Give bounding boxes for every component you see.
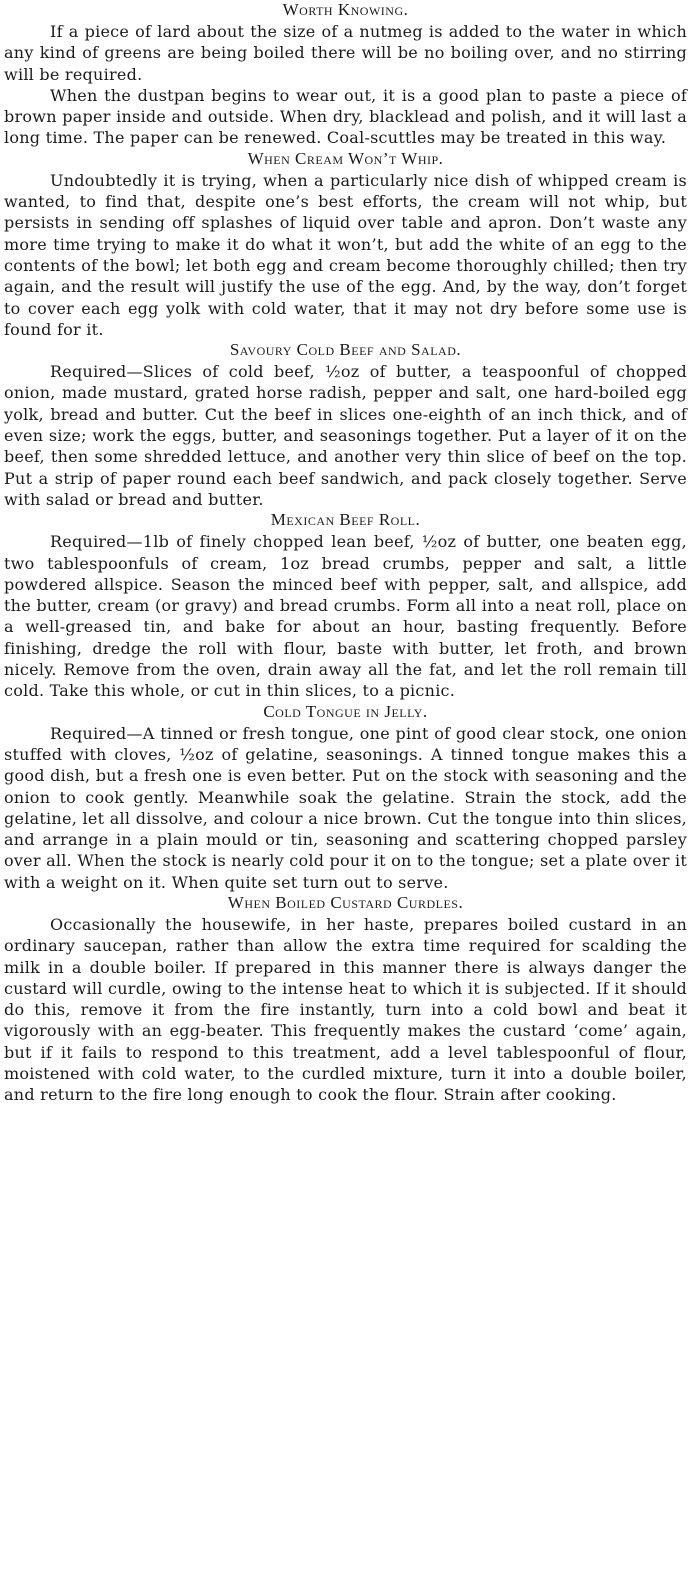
paragraph: When the dustpan begins to wear out, it is a good plan to paste a piece of brown paper inside and outside. When dry, blacklead and polish, and it will last a long time. The paper can be renewed. Coal-scuttles may be treated in this way. [4, 85, 687, 148]
paragraph: Occasionally the housewife, in her haste, prepares boiled custard in an ordinary saucepan, rather than allow the extra time required for scalding the milk in a double boiler. If prepared in this manner there is always danger the custard will curdle, owing to the intense heat to which it is subjected. If it should do this, remove it from the fire instantly, turn into a cold bowl and beat it vigorously with an egg-beater. This frequently makes the custard ‘come’ again, but if it fails to respond to this treatment, add a level tablespoonful of flour, moistened with cold water, to the curdled mixture, turn it into a double boiler, and return to the fire long enough to cook the flour. Strain after cooking. [4, 914, 687, 1105]
section-heading: Savoury Cold Beef and Salad. [229, 340, 462, 360]
section-worth-knowing [4, 0, 687, 149]
section-heading: Cold Tongue in Jelly. [263, 701, 428, 721]
section-mexican-beef-roll [4, 510, 687, 701]
section-cold-tongue-jelly [4, 702, 687, 893]
paragraph: If a piece of lard about the size of a nutmeg is added to the water in which any kind of greens are being boiled there will be no boiling over, and no stirring will be required. [4, 22, 687, 84]
paragraph: Required—A tinned or fresh tongue, one pint of good clear stock, one onion stuffed with cloves, ½oz of gelatine, seasonings. A tinned tongue makes this a good dish, but a fresh one is even better. Put on the stock with seasoning and the onion to cook gently. Meanwhile soak the gelatine. Strain the stock, add the gelatine, let all dissolve, and colour a nice brown. Cut the tongue into thin slices, and arrange in a plain mould or tin, seasoning and scattering chopped parsley over all. When the stock is nearly cold pour it on to the tongue; set a plate over it with a weight on it. When quite set turn out to serve. [4, 723, 687, 892]
paragraph: Required—Slices of cold beef, ½oz of butter, a teaspoonful of chopped onion, made mustard, grated horse radish, pepper and salt, one hard-boiled egg yolk, bread and butter. Cut the beef in slices one-eighth of an inch thick, and of even size; work the eggs, butter, and seasonings together. Put a layer of it on the beef, then some shredded lettuce, and another very thin slice of beef on the top. Put a strip of paper round each beef sandwich, and pack closely together. Serve with salad or bread and butter. [4, 362, 687, 509]
section-heading: When Cream Won’t Whip. [247, 148, 444, 168]
section-heading: When Boiled Custard Curdles. [227, 892, 464, 912]
section-savoury-cold-beef [4, 340, 687, 510]
paragraph: Required—1lb of finely chopped lean beef, ½oz of butter, one beaten egg, two tablespoonfuls of cream, 1oz bread crumbs, pepper and salt, a little powdered allspice. Season the minced beef with pepper, salt, and allspice, add the butter, cream (or gravy) and bread crumbs. Form all into a neat roll, place on a well-greased tin, and bake for about an hour, basting frequently. Before finishing, dredge the roll with flour, baste with butter, let froth, and brown nicely. Remove from the oven, drain away all the fat, and let the roll remain till cold. Take this whole, or cut in thin slices, to a picnic. [4, 532, 687, 701]
section-heading: Worth Knowing. [282, 0, 409, 19]
paragraph: Undoubtedly it is trying, when a particularly nice dish of whipped cream is wanted, to find that, despite one’s best efforts, the cream will not whip, but persists in sending off splashes of liquid over table and apron. Don’t waste any more time trying to make it do what it won’t, but add the white of an egg to the contents of the bowl; let both egg and cream become thoroughly chilled; then try again, and the result will justify the use of the egg. And, by the way, don’t forget to cover each egg yolk with cold water, that it may not dry before some use is found for it. [4, 170, 687, 339]
section-cream-wont-whip [4, 149, 687, 340]
section-heading: Mexican Beef Roll. [270, 510, 421, 530]
section-boiled-custard [4, 893, 687, 1106]
